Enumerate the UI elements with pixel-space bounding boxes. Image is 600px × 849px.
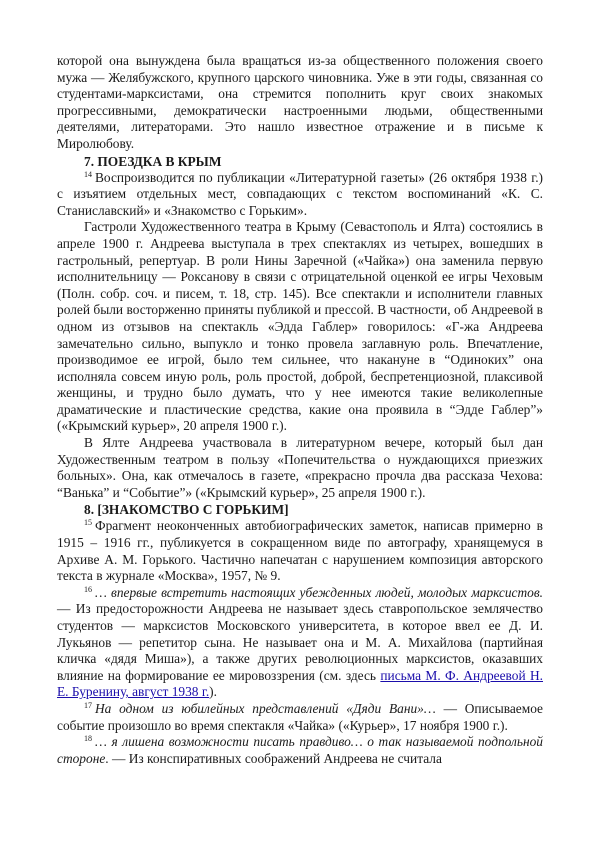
footnote-14 [57,170,543,220]
footnote-text: Воспроизводится по публикации «Литературной газеты» (26 октября 1938 г.) с изъятием отдельных мест, совпадающих с текстом воспоминаний «К. С. Станиславский» и «Знакомство с Горьким». [57,169,543,218]
section-heading-8: 8. [ЗНАКОМСТВО С ГОРЬКИМ] [84,502,289,518]
footnote-17 [57,701,543,734]
footnote-16 [57,585,543,701]
footnote-text: . — Из конспиративных соображений Андреева не считала [105,750,442,766]
letters-link[interactable]: письма М. Ф. Андреевой Н. Е. Буренину, август 1938 г. [57,667,543,700]
quoted-phrase: … впервые встретить настоящих убежденных людей, молодых марксистов. [95,584,543,600]
footnote-text: — Описываемое событие произошло во время спектакля «Чайка» («Курьер», 17 ноября 1900 г.). [57,700,543,733]
paragraph-tour: Гастроли Художественного театра в Крыму (Севастополь и Ялта) состоялись в апреле 1900 г. Андреева выступала в трех спектаклях из четырех, вошедших в гастрольный, репертуар. В роли Нины Заречной («Чайка») она заменила первую исполнительницу — Роксанову в связи с отрицательной оценкой ее игры Чеховым (Полн. собр. соч. и писем, т. 18, стр. 145). Все спектакли и исполнители главных ролей были восторженно приняты публикой и прессой. В частности, об Андреевой в одном из отзывов на спектакль «Эдда Габлер» говорилось: «Г-жа Андреева замечательно сильно, выпукло и тонко провела заглавную роль. Впечатление, производимое ее игрой, было тем сильнее, что накануне в “Одиноких” она исполняла совсем иную роль, роль простой, доброй, беспретенциозной, плаксивой женщины, и трудно было думать, что у нее имеются такие великолепные драматические и пластические средства, какие она проявила в “Эдде Габлер”» («Крымский курьер», 20 апреля 1900 г.). [57,219,543,434]
paragraph-yalta: В Ялте Андреева участвовала в литературном вечере, который был дан Художественным театром в пользу «Попечительства о нуждающихся приезжих больных». Она, как отмечалось в газете, «прекрасно прочла два рассказа Чехова: “Ванька” и “Событие”» («Крымский курьер», 25 апреля 1900 г.). [57,435,543,500]
footnote-15 [57,518,543,584]
section-heading-7: 7. ПОЕЗДКА В КРЫМ [84,153,222,169]
footnote-number: 18 [84,734,92,744]
footnote-text: — Из предосторожности Андреева не называет здесь ставропольское землячество студентов — марксистов Московского университета, в которое ввел ее Д. И. Лукьянов — репетитор сына. Не называет она и М. А. Михайлова (партийная кличка «дядя Миша»), а также других революционных марксистов, оказавших влияние на формирование ее мировоззрения (см. здесь [57,601,543,683]
footnote-number: 15 [84,518,92,528]
document-page [57,53,543,767]
footnote-number: 14 [84,169,92,179]
paragraph-intro: которой она вынуждена была вращаться из-за общественного положения своего мужа — Желябужского, крупного царского чиновника. Уже в эти годы, связанная со студентами-марксистами, она стремится пополнить круг своих знакомых прогрессивными, демократически настроенными людьми, общественными деятелями, литераторами. Это нашло известное отражение и в письме к Миролюбову. [57,53,543,151]
footnote-text-end: ). [209,684,217,700]
quoted-phrase: На одном из юбилейных представлений «Дяди Вани»… [95,700,436,716]
footnote-number: 17 [84,700,92,710]
footnote-number: 16 [84,584,92,594]
quoted-phrase: … я лишена возможности писать правдиво… о так называемой подпольной стороне [57,734,543,766]
footnote-18 [57,734,543,767]
footnote-text: Фрагмент неоконченных автобиографических заметок, написав примерно в 1915 – 1916 гг., публикуется в сокращенном виде по автографу, хранящемуся в Архиве А. М. Горького. Частично напечатан с нарушением композиция авторского текста в журнале «Москва», 1957, № 9. [57,518,543,584]
